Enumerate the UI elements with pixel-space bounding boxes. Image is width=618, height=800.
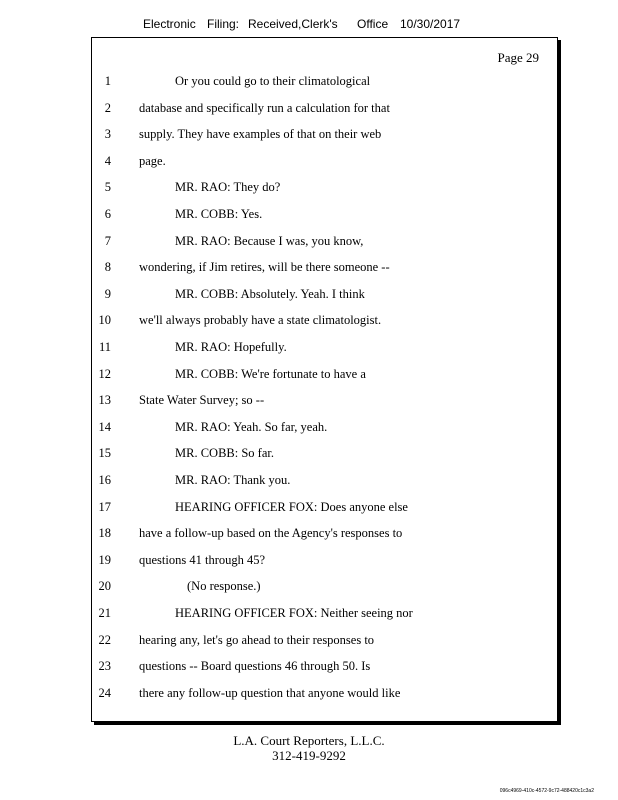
transcript-line xyxy=(92,101,557,119)
transcript-line xyxy=(92,606,557,624)
transcript-line xyxy=(92,313,557,331)
line-number: 17 xyxy=(98,499,111,514)
line-text: MR. COBB: Absolutely. Yeah. I think xyxy=(175,286,365,301)
line-number: 8 xyxy=(104,260,111,275)
line-number: 9 xyxy=(104,286,111,301)
transcript-line xyxy=(92,393,557,411)
line-text: questions -- Board questions 46 through 50. Is xyxy=(139,659,371,674)
transcript-line xyxy=(92,234,557,252)
footer-company: L.A. Court Reporters, L.L.C. xyxy=(233,733,385,748)
line-text: HEARING OFFICER FOX: Neither seeing nor xyxy=(175,606,413,620)
line-text: (No response.) xyxy=(187,579,261,594)
page-number: Page 29 xyxy=(497,50,539,65)
line-number: 22 xyxy=(98,632,111,647)
line-text: there any follow-up question that anyone would like xyxy=(139,685,401,700)
transcript-page xyxy=(91,37,558,722)
line-text: Or you could go to their climatological xyxy=(175,74,371,88)
transcript-line xyxy=(92,367,557,385)
line-text: wondering, if Jim retires, will be there someone -- xyxy=(139,260,390,275)
line-number: 19 xyxy=(98,552,111,567)
line-text: questions 41 through 45? xyxy=(139,552,266,567)
transcript-line xyxy=(92,207,557,225)
header-office: Office xyxy=(357,17,389,31)
line-number: 3 xyxy=(104,127,111,142)
line-number: 15 xyxy=(98,446,111,461)
line-text: MR. RAO: Yeah. So far, yeah. xyxy=(175,419,328,434)
transcript-line xyxy=(92,180,557,198)
transcript-line xyxy=(92,473,557,491)
transcript-line xyxy=(92,74,557,92)
line-text: MR. COBB: We're fortunate to have a xyxy=(175,366,366,381)
document-hash: 096c4969-410c-4572-9c72-488420c1c3a2 xyxy=(499,788,594,794)
line-number: 4 xyxy=(104,153,111,168)
line-number: 1 xyxy=(104,74,111,88)
line-text: HEARING OFFICER FOX: Does anyone else xyxy=(175,499,408,514)
footer-phone: 312-419-9292 xyxy=(272,748,346,763)
transcript-line xyxy=(92,579,557,597)
line-text: MR. COBB: Yes. xyxy=(175,207,263,221)
line-text: have a follow-up based on the Agency's responses to xyxy=(139,526,403,541)
line-number: 14 xyxy=(98,419,111,434)
line-text: MR. RAO: Because I was, you know, xyxy=(175,233,364,248)
filing-header xyxy=(0,17,618,37)
transcript-line xyxy=(92,127,557,145)
line-number: 13 xyxy=(98,393,111,408)
line-number: 10 xyxy=(98,313,111,328)
line-text: MR. RAO: Thank you. xyxy=(175,473,291,487)
line-text: supply. They have examples of that on their web xyxy=(139,127,382,142)
transcript-line xyxy=(92,553,557,571)
line-text: MR. RAO: Hopefully. xyxy=(175,340,287,354)
header-filing: Filing: xyxy=(207,17,240,31)
line-text: hearing any, let's go ahead to their responses to xyxy=(139,632,375,647)
line-text: database and specifically run a calculation for that xyxy=(139,100,390,115)
line-number: 12 xyxy=(98,366,111,381)
line-text: State Water Survey; so -- xyxy=(139,393,265,408)
transcript-line xyxy=(92,260,557,278)
transcript-line xyxy=(92,287,557,305)
line-number: 2 xyxy=(104,100,111,115)
header-date: 10/30/2017 xyxy=(400,17,461,31)
transcript-line xyxy=(92,659,557,677)
line-number: 5 xyxy=(104,180,111,195)
line-text: we'll always probably have a state climatologist. xyxy=(139,313,382,328)
line-text: MR. RAO: They do? xyxy=(175,180,281,195)
line-number: 7 xyxy=(104,233,111,248)
transcript-line xyxy=(92,340,557,358)
line-number: 16 xyxy=(98,473,111,487)
header-electronic: Electronic xyxy=(143,17,196,31)
line-number: 6 xyxy=(104,207,111,221)
header-received: Received,Clerk's xyxy=(248,17,338,31)
line-number: 18 xyxy=(98,526,111,541)
line-number: 11 xyxy=(98,340,111,354)
transcript-line xyxy=(92,420,557,438)
transcript-line xyxy=(92,446,557,464)
transcript-line xyxy=(92,686,557,704)
transcript-line xyxy=(92,633,557,651)
line-number: 23 xyxy=(98,659,111,674)
line-number: 20 xyxy=(98,579,111,594)
transcript-line xyxy=(92,526,557,544)
line-text: page. xyxy=(139,153,166,168)
transcript-line xyxy=(92,500,557,518)
transcript-line xyxy=(92,154,557,172)
line-text: MR. COBB: So far. xyxy=(175,446,274,461)
line-number: 21 xyxy=(98,606,111,620)
line-number: 24 xyxy=(98,685,111,700)
